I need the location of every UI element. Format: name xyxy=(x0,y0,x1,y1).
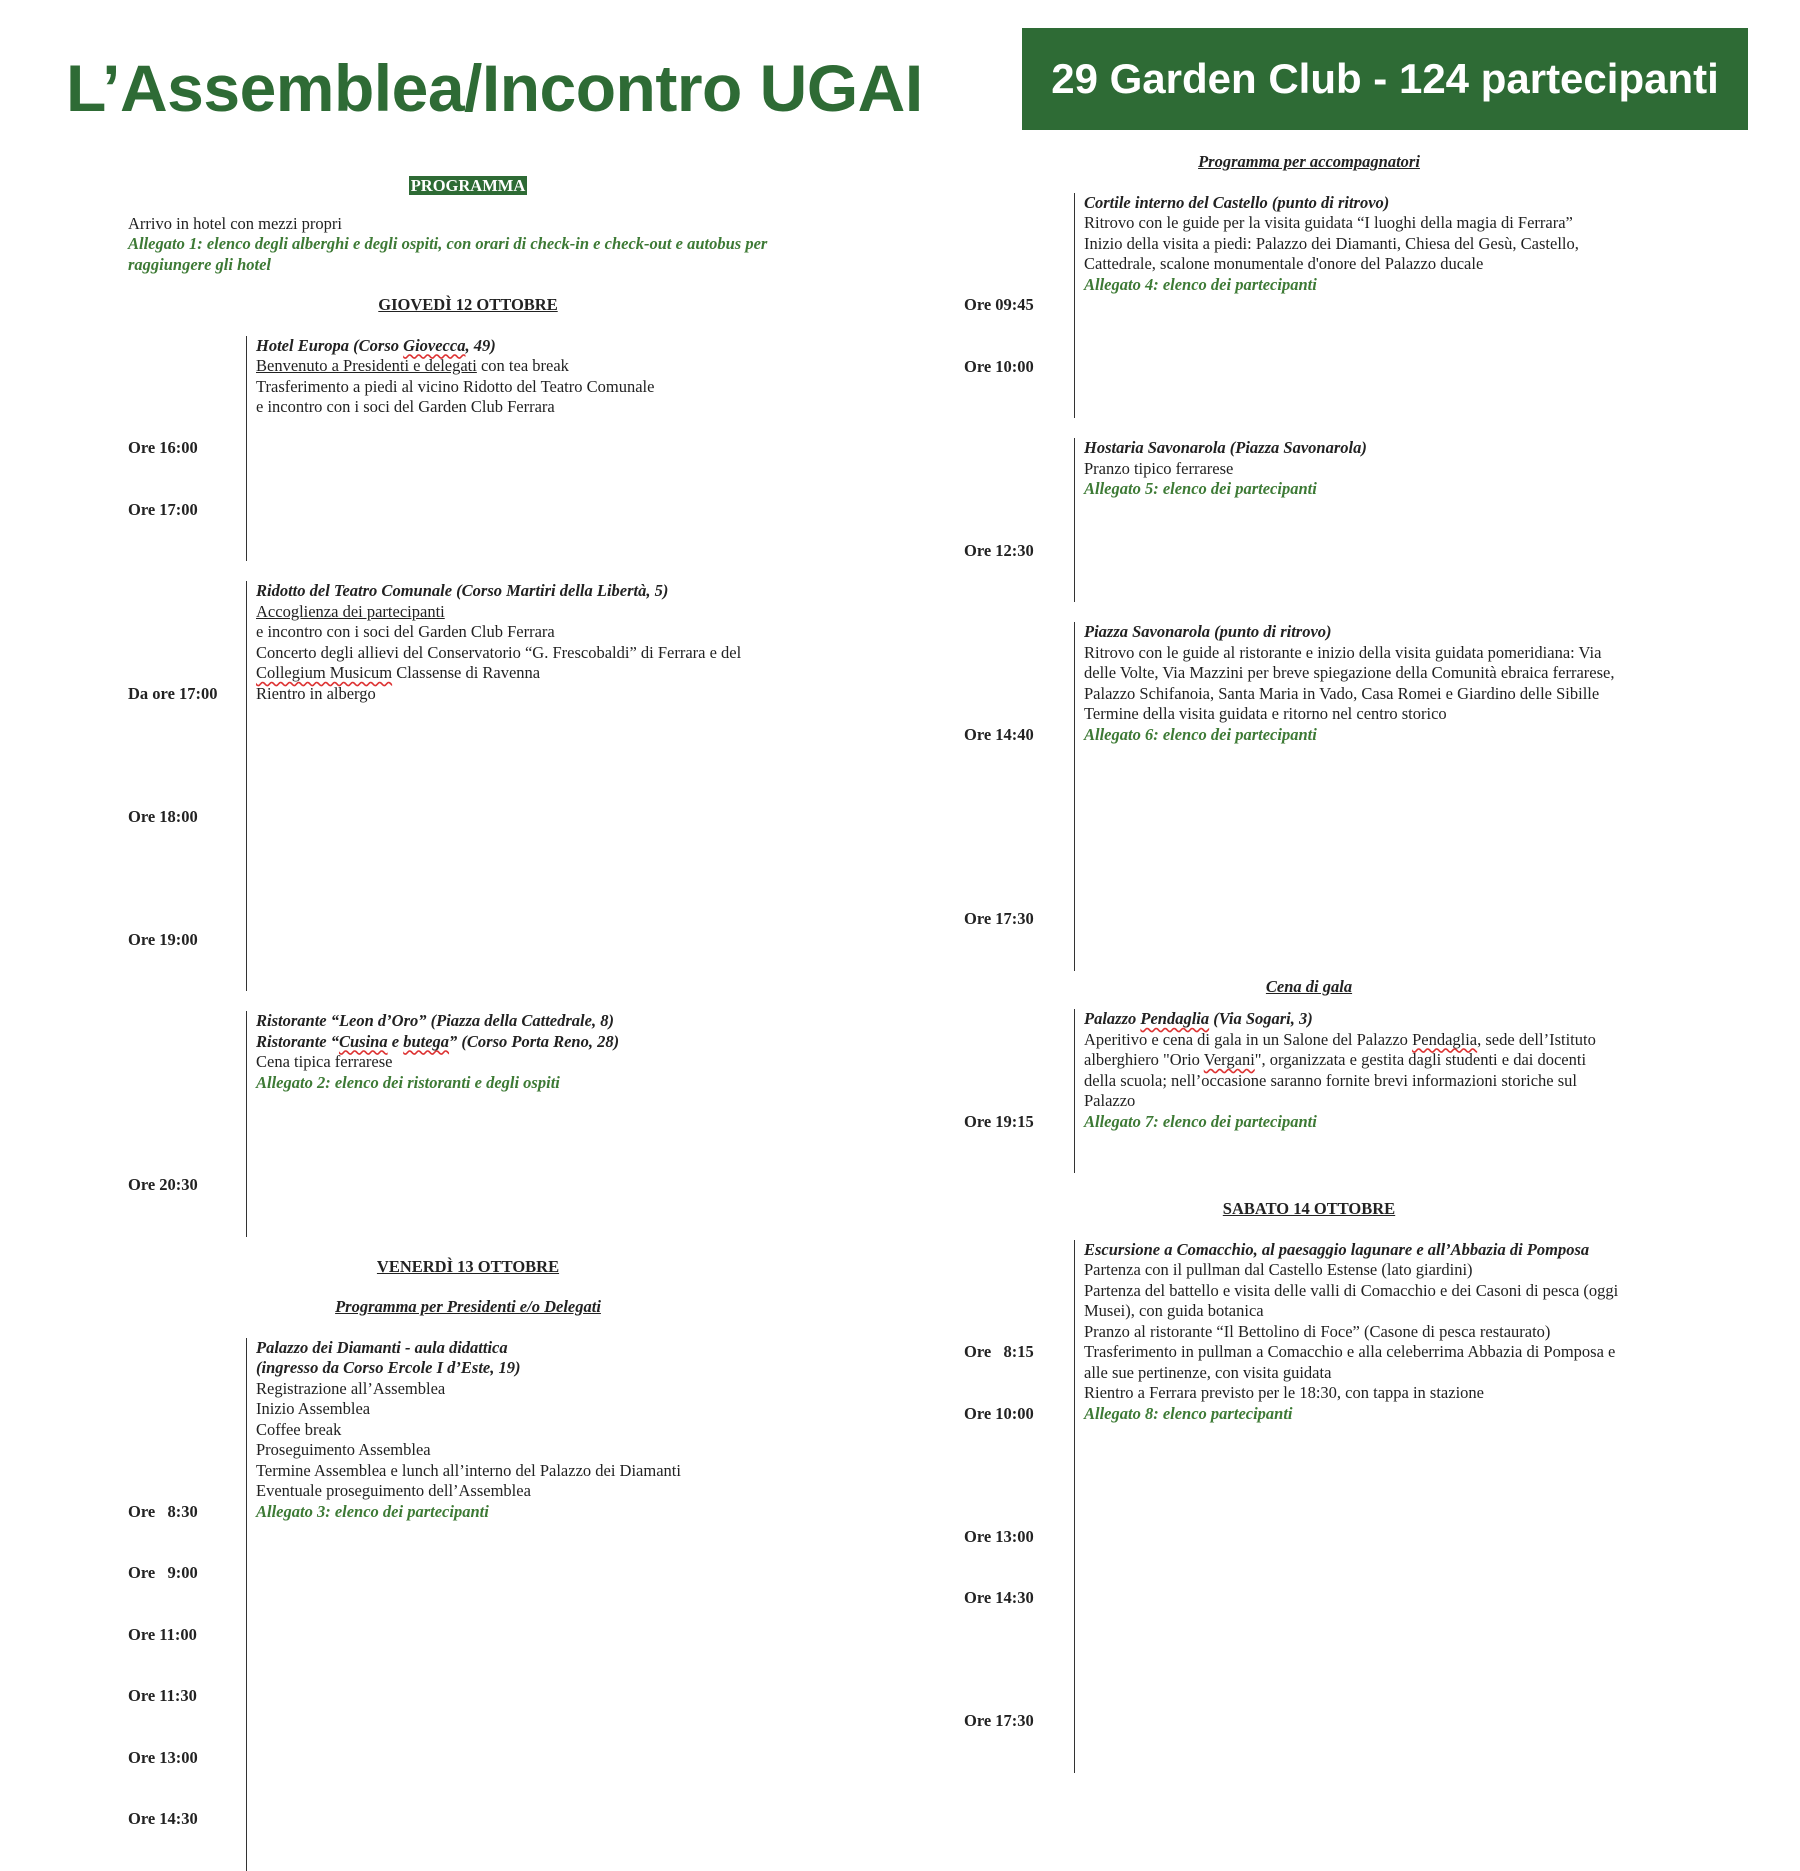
time-label: Ore 17:30 xyxy=(964,909,1034,928)
allegato-line: Allegato 3: elenco dei partecipanti xyxy=(256,1501,489,1521)
schedule-block-ristoranti xyxy=(128,1011,828,1237)
text-part: butega xyxy=(403,1031,450,1051)
time-label: Ore 17:00 xyxy=(128,499,198,519)
programma-heading: PROGRAMMA xyxy=(410,176,526,195)
entry-line: Trasferimento in pullman a Comacchio e alla celeberrima Abbazia di Pomposa e xyxy=(1084,1342,1616,1361)
arrival-text: Arrivo in hotel con mezzi propri xyxy=(128,213,342,233)
entry-line: Concerto degli allievi del Conservatorio “G. Frescobaldi” di Ferrara e del xyxy=(256,642,742,662)
text-part: Aperitivo e cena di gala in un Salone del Palazzo xyxy=(1084,1029,1413,1049)
time-label: Ore 20:30 xyxy=(128,1175,198,1194)
place-line xyxy=(256,1032,619,1053)
text-part: alberghiero "Orio xyxy=(1084,1050,1204,1069)
times-column xyxy=(128,336,246,562)
text-part: Pendaglia xyxy=(1140,1009,1210,1028)
schedule-block-hotel-europa xyxy=(128,336,828,562)
text-part: Collegium Musicum xyxy=(256,663,393,682)
entry-line: Partenza con il pullman dal Castello Estense (lato giardini) xyxy=(1084,1260,1473,1279)
entry-line: Eventuale proseguimento dell’Assemblea xyxy=(256,1481,531,1500)
text-part: ” (Corso Porta Reno, 28) xyxy=(449,1031,620,1051)
entry-line xyxy=(1084,1030,1596,1051)
entries-column xyxy=(246,336,654,562)
time-label: Da ore 17:00 xyxy=(128,683,218,703)
schedule-block-palazzo-pendaglia xyxy=(964,1009,1684,1173)
entry-line xyxy=(1084,1050,1596,1071)
time-label: Ore 18:00 xyxy=(128,806,198,826)
allegato-1-line-2: raggiungere gli hotel xyxy=(128,254,272,274)
allegato-line: Allegato 6: elenco dei partecipanti xyxy=(1084,724,1317,744)
time-label: Ore 17:30 xyxy=(964,1711,1034,1730)
entry-line: Accoglienza dei partecipanti xyxy=(256,601,445,621)
text-part: Classense di Ravenna xyxy=(392,663,541,682)
time-label: Ore 11:00 xyxy=(128,1624,197,1644)
time-label: Ore 19:00 xyxy=(128,929,198,949)
schedule-block-piazza-savonarola xyxy=(964,622,1684,971)
entry-line: Rientro in albergo xyxy=(256,683,376,703)
entries-column xyxy=(1074,193,1579,419)
day-heading-venerdi: VENERDÌ 13 OTTOBRE xyxy=(376,1256,560,1276)
entries-column xyxy=(1074,1240,1618,1773)
allegato-line: Allegato 7: elenco dei partecipanti xyxy=(1084,1111,1317,1131)
entry-line: Coffee break xyxy=(256,1419,342,1439)
times-column xyxy=(964,1240,1074,1773)
entries-column xyxy=(1074,438,1367,602)
entries-column xyxy=(1074,622,1614,971)
entry-line: Palazzo xyxy=(1084,1091,1136,1110)
subheading-presidenti: Programma per Presidenti e/o Delegati xyxy=(335,1297,601,1316)
place-line: Palazzo dei Diamanti - aula didattica xyxy=(256,1337,508,1357)
place-line: Piazza Savonarola (punto di ritrovo) xyxy=(1084,622,1332,641)
entries-column xyxy=(246,1011,619,1237)
times-column xyxy=(964,1009,1074,1173)
subheading-accompagnatori: Programma per accompagnatori xyxy=(1198,152,1420,171)
text-part: ", organizzata e gestita dagli studenti e dai docenti xyxy=(1254,1050,1587,1069)
place-line: Hostaria Savonarola (Piazza Savonarola) xyxy=(1084,438,1367,457)
schedule-block-hostaria xyxy=(964,438,1684,602)
allegato-line: Allegato 2: elenco dei ristoranti e degli ospiti xyxy=(256,1072,560,1092)
entry-line: Musei), con guida botanica xyxy=(1084,1301,1264,1320)
entry-line: alle sue pertinenze, con visita guidata xyxy=(1084,1362,1332,1382)
entry-line: Termine Assemblea e lunch all’interno del Palazzo dei Diamanti xyxy=(256,1460,681,1480)
time-label: Ore 10:00 xyxy=(964,1403,1034,1423)
time-label: Ore 12:30 xyxy=(964,540,1034,560)
programma-heading-wrap xyxy=(108,176,828,197)
entry-line: della scuola; nell’occasione saranno fornite brevi informazioni storiche sul xyxy=(1084,1070,1577,1090)
time-label: Ore 09:45 xyxy=(964,295,1034,314)
time-label: Ore 10:00 xyxy=(964,356,1034,376)
entry-line xyxy=(256,663,741,684)
entry-line: Palazzo Schifanoia, Santa Maria in Vado, Casa Romei e Giardino delle Sibille xyxy=(1084,683,1600,703)
text-part: Palazzo xyxy=(1084,1009,1141,1028)
participants-banner: 29 Garden Club - 124 partecipanti xyxy=(1022,28,1748,130)
allegato-1-line-1: Allegato 1: elenco degli alberghi e degli ospiti, con orari di check-in e check-out e autobus per xyxy=(128,234,768,253)
times-column xyxy=(128,581,246,991)
left-column xyxy=(128,176,828,1871)
times-column xyxy=(128,1338,246,1871)
text-part: Ristorante “ xyxy=(256,1031,339,1051)
schedule-block-ridotto xyxy=(128,581,828,991)
time-label: Ore 14:40 xyxy=(964,724,1034,744)
text-part: , sede dell’Istituto xyxy=(1477,1029,1596,1049)
entry-line: Cena tipica ferrarese xyxy=(256,1052,393,1071)
schedule-block-palazzo-diamanti xyxy=(128,1338,828,1871)
time-label: Ore 14:30 xyxy=(964,1588,1034,1607)
schedule-block-comacchio xyxy=(964,1240,1684,1773)
text-part: Cusina xyxy=(338,1031,388,1051)
times-column xyxy=(964,622,1074,971)
entry-line: Inizio della visita a piedi: Palazzo dei Diamanti, Chiesa del Gesù, Castello, xyxy=(1084,233,1579,253)
time-label: Ore 8:30 xyxy=(128,1501,198,1521)
time-label: Ore 19:15 xyxy=(964,1111,1034,1131)
schedule-block-castello xyxy=(964,193,1684,419)
entry-line: Partenza del battello e visita delle valli di Comacchio e dei Casoni di pesca (oggi xyxy=(1084,1280,1619,1300)
place-line: Cortile interno del Castello (punto di ritrovo) xyxy=(1084,192,1390,212)
page-title: L’Assemblea/Incontro UGAI xyxy=(66,51,923,125)
text-part: Pendaglia xyxy=(1412,1029,1478,1049)
time-label: Ore 11:30 xyxy=(128,1686,197,1705)
allegato-line: Allegato 5: elenco dei partecipanti xyxy=(1084,479,1317,498)
entry-line: Trasferimento a piedi al vicino Ridotto del Teatro Comunale xyxy=(256,376,655,396)
entry-line: Cattedrale, scalone monumentale d'onore del Palazzo ducale xyxy=(1084,254,1484,273)
time-label: Ore 13:00 xyxy=(128,1747,198,1767)
entry-line: Ritrovo con le guide al ristorante e inizio della visita guidata pomeridiana: Via xyxy=(1084,642,1602,662)
place-line xyxy=(256,336,654,357)
entries-column xyxy=(1074,1009,1596,1173)
text-part: Giovecca xyxy=(403,335,466,355)
place-line: (ingresso da Corso Ercole I d’Este, 19) xyxy=(256,1358,521,1377)
entry-line: e incontro con i soci del Garden Club Ferrara xyxy=(256,622,555,641)
time-label: Ore 8:15 xyxy=(964,1342,1034,1361)
entry-line: Pranzo al ristorante “Il Bettolino di Foce” (Casone di pesca restaurato) xyxy=(1084,1321,1551,1341)
allegato-line: Allegato 8: elenco partecipanti xyxy=(1084,1403,1293,1423)
times-column xyxy=(964,193,1074,419)
entry-line: Rientro a Ferrara previsto per le 18:30, con tappa in stazione xyxy=(1084,1383,1484,1402)
time-label: Ore 9:00 xyxy=(128,1563,198,1582)
place-line xyxy=(1084,1009,1596,1030)
time-label: Ore 14:30 xyxy=(128,1809,198,1828)
entry-line: Registrazione all’Assemblea xyxy=(256,1378,446,1398)
time-label: Ore 13:00 xyxy=(964,1526,1034,1546)
text-part: Benvenuto a Presidenti e delegati xyxy=(256,356,477,375)
entry-line: Ritrovo con le guide per la visita guidata “I luoghi della magia di Ferrara” xyxy=(1084,213,1573,232)
entries-column xyxy=(246,581,741,991)
day-heading-sabato: SABATO 14 OTTOBRE xyxy=(1222,1199,1396,1218)
times-column xyxy=(964,438,1074,602)
time-label: Ore 16:00 xyxy=(128,438,198,457)
entry-line: Pranzo tipico ferrarese xyxy=(1084,458,1234,478)
entries-column xyxy=(246,1338,681,1871)
text-part: Hotel Europa (Corso xyxy=(256,335,404,355)
place-line: Ristorante “Leon d’Oro” (Piazza della Cattedrale, 8) xyxy=(256,1011,614,1030)
entry-line: Inizio Assemblea xyxy=(256,1399,371,1418)
text-part: (Via Sogari, 3) xyxy=(1209,1009,1313,1028)
right-column xyxy=(964,152,1684,1773)
entry-line: Termine della visita guidata e ritorno nel centro storico xyxy=(1084,704,1447,723)
allegato-line: Allegato 4: elenco dei partecipanti xyxy=(1084,274,1317,294)
entry-line: delle Volte, Via Mazzini per breve spiegazione della Comunità ebraica ferrarese, xyxy=(1084,663,1615,682)
text-part: Vergani xyxy=(1203,1050,1255,1069)
entry-line: e incontro con i soci del Garden Club Ferrara xyxy=(256,397,555,416)
text-part: , 49) xyxy=(465,335,496,355)
place-line: Escursione a Comacchio, al paesaggio lagunare e all’Abbazia di Pomposa xyxy=(1084,1239,1590,1259)
text-part: con tea break xyxy=(476,356,569,375)
subheading-cena-gala: Cena di gala xyxy=(1265,976,1353,996)
entry-line: Proseguimento Assemblea xyxy=(256,1440,431,1459)
place-line: Ridotto del Teatro Comunale (Corso Martiri della Libertà, 5) xyxy=(256,581,669,600)
times-column xyxy=(128,1011,246,1237)
day-heading-giovedi: GIOVEDÌ 12 OTTOBRE xyxy=(378,295,558,314)
entry-line xyxy=(256,356,654,377)
text-part: e xyxy=(387,1031,404,1051)
